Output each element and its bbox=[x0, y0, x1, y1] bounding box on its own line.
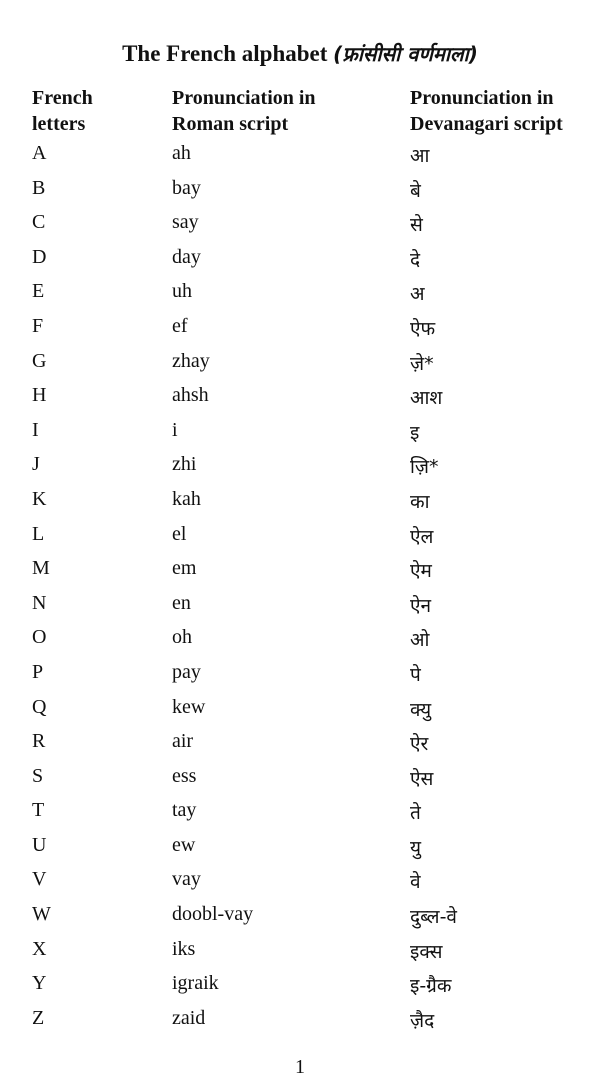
french-letter: G bbox=[32, 349, 47, 372]
devanagari-pronunciation: यु bbox=[410, 836, 422, 859]
table-row bbox=[0, 968, 600, 1003]
roman-pronunciation: tay bbox=[172, 799, 197, 822]
french-letter: Z bbox=[32, 1006, 45, 1029]
devanagari-pronunciation: इक्स bbox=[410, 940, 443, 963]
devanagari-pronunciation: पे bbox=[410, 663, 421, 686]
french-letter: B bbox=[32, 176, 46, 199]
devanagari-pronunciation: ऐम bbox=[410, 560, 432, 583]
devanagari-pronunciation: आ bbox=[410, 145, 430, 167]
devanagari-pronunciation: का bbox=[410, 490, 430, 513]
french-letter: N bbox=[32, 591, 47, 614]
table-row bbox=[0, 622, 600, 657]
header-devanagari-script bbox=[410, 85, 600, 137]
devanagari-pronunciation: ऐफ bbox=[410, 317, 436, 340]
roman-pronunciation: ef bbox=[172, 314, 188, 337]
devanagari-pronunciation: क्यु bbox=[410, 698, 432, 721]
table-row bbox=[0, 830, 600, 865]
roman-pronunciation: el bbox=[172, 522, 187, 545]
devanagari-pronunciation: ज़ैद bbox=[410, 1009, 435, 1032]
table-row bbox=[0, 795, 600, 830]
french-letter: E bbox=[32, 280, 45, 303]
table-row bbox=[0, 138, 600, 173]
devanagari-pronunciation: दुब्ल-वे bbox=[410, 906, 457, 929]
devanagari-pronunciation: वे bbox=[410, 871, 421, 894]
table-row bbox=[0, 519, 600, 554]
roman-pronunciation: ew bbox=[172, 833, 196, 856]
roman-pronunciation: kew bbox=[172, 695, 206, 718]
header-line: Pronunciation in bbox=[172, 87, 316, 109]
table-row bbox=[0, 692, 600, 727]
devanagari-pronunciation: अ bbox=[410, 283, 425, 306]
french-letter: V bbox=[32, 868, 47, 891]
title-english: The French alphabet bbox=[122, 41, 328, 66]
title-hindi: (फ्रांसीसी वर्णमाला) bbox=[333, 42, 478, 66]
table-row bbox=[0, 934, 600, 969]
table-row bbox=[0, 242, 600, 277]
table-row bbox=[0, 207, 600, 242]
table-row bbox=[0, 899, 600, 934]
french-letter: Q bbox=[32, 695, 47, 718]
table-row bbox=[0, 311, 600, 346]
french-letter: A bbox=[32, 142, 47, 164]
table-row bbox=[0, 657, 600, 692]
devanagari-pronunciation: दे bbox=[410, 248, 421, 271]
french-letter: X bbox=[32, 937, 47, 960]
french-letter: K bbox=[32, 487, 47, 510]
table-row bbox=[0, 380, 600, 415]
french-letter: P bbox=[32, 660, 44, 683]
roman-pronunciation: say bbox=[172, 211, 199, 234]
french-letter: M bbox=[32, 557, 50, 580]
french-letter: C bbox=[32, 211, 46, 234]
devanagari-pronunciation: ऐर bbox=[410, 733, 429, 756]
roman-pronunciation: doobl-vay bbox=[172, 903, 254, 926]
header-roman-script bbox=[172, 85, 392, 137]
french-letter: F bbox=[32, 314, 44, 337]
roman-pronunciation: oh bbox=[172, 626, 192, 649]
roman-pronunciation: air bbox=[172, 730, 194, 753]
table-row bbox=[0, 173, 600, 208]
table-row bbox=[0, 346, 600, 381]
devanagari-pronunciation: इ-ग्रैक bbox=[410, 975, 452, 998]
table-row bbox=[0, 726, 600, 761]
roman-pronunciation: bay bbox=[172, 176, 201, 199]
table-row bbox=[0, 761, 600, 796]
header-line: letters bbox=[32, 113, 86, 135]
french-letter: W bbox=[32, 903, 51, 926]
devanagari-pronunciation: ते bbox=[410, 802, 421, 825]
header-line: French bbox=[32, 87, 93, 109]
header-line: Roman script bbox=[172, 113, 289, 135]
french-letter: Y bbox=[32, 972, 47, 995]
french-letter: T bbox=[32, 799, 45, 822]
devanagari-pronunciation: ओ bbox=[410, 629, 430, 652]
devanagari-pronunciation: इ bbox=[410, 421, 420, 444]
roman-pronunciation: em bbox=[172, 557, 197, 580]
roman-pronunciation: zhi bbox=[172, 453, 197, 476]
table-row bbox=[0, 864, 600, 899]
roman-pronunciation: i bbox=[172, 418, 178, 441]
roman-pronunciation: day bbox=[172, 245, 201, 268]
devanagari-pronunciation: ज़ि* bbox=[410, 456, 439, 479]
table-row bbox=[0, 553, 600, 588]
alphabet-table bbox=[0, 138, 600, 1037]
devanagari-pronunciation: ऐल bbox=[410, 525, 434, 548]
french-letter: U bbox=[32, 833, 47, 856]
french-letter: J bbox=[32, 453, 40, 476]
roman-pronunciation: kah bbox=[172, 487, 201, 510]
table-row bbox=[0, 276, 600, 311]
devanagari-pronunciation: आश bbox=[410, 387, 443, 410]
roman-pronunciation: zhay bbox=[172, 349, 210, 372]
french-letter: R bbox=[32, 730, 46, 753]
table-row bbox=[0, 1003, 600, 1038]
devanagari-pronunciation: ऐस bbox=[410, 767, 434, 790]
roman-pronunciation: zaid bbox=[172, 1006, 206, 1029]
table-row bbox=[0, 415, 600, 450]
roman-pronunciation: ah bbox=[172, 142, 191, 164]
roman-pronunciation: uh bbox=[172, 280, 192, 303]
roman-pronunciation: ahsh bbox=[172, 384, 209, 407]
roman-pronunciation: ess bbox=[172, 764, 197, 787]
french-letter: L bbox=[32, 522, 45, 545]
table-row bbox=[0, 449, 600, 484]
table-row bbox=[0, 588, 600, 623]
french-letter: O bbox=[32, 626, 47, 649]
roman-pronunciation: en bbox=[172, 591, 191, 614]
devanagari-pronunciation: से bbox=[410, 214, 423, 237]
page-title bbox=[0, 40, 600, 67]
french-letter: D bbox=[32, 245, 47, 268]
roman-pronunciation: vay bbox=[172, 868, 201, 891]
table-row bbox=[0, 484, 600, 519]
devanagari-pronunciation: ज़े* bbox=[410, 352, 434, 375]
french-letter: S bbox=[32, 764, 44, 787]
roman-pronunciation: igraik bbox=[172, 972, 219, 995]
roman-pronunciation: pay bbox=[172, 660, 201, 683]
header-line: Pronunciation in bbox=[410, 87, 554, 109]
french-letter: I bbox=[32, 418, 39, 441]
header-line: Devanagari script bbox=[410, 113, 563, 135]
devanagari-pronunciation: बे bbox=[410, 179, 421, 202]
header-french-letters bbox=[32, 85, 152, 137]
french-letter: H bbox=[32, 384, 47, 407]
page-number: 1 bbox=[295, 1056, 305, 1078]
devanagari-pronunciation: ऐन bbox=[410, 594, 432, 617]
roman-pronunciation: iks bbox=[172, 937, 196, 960]
